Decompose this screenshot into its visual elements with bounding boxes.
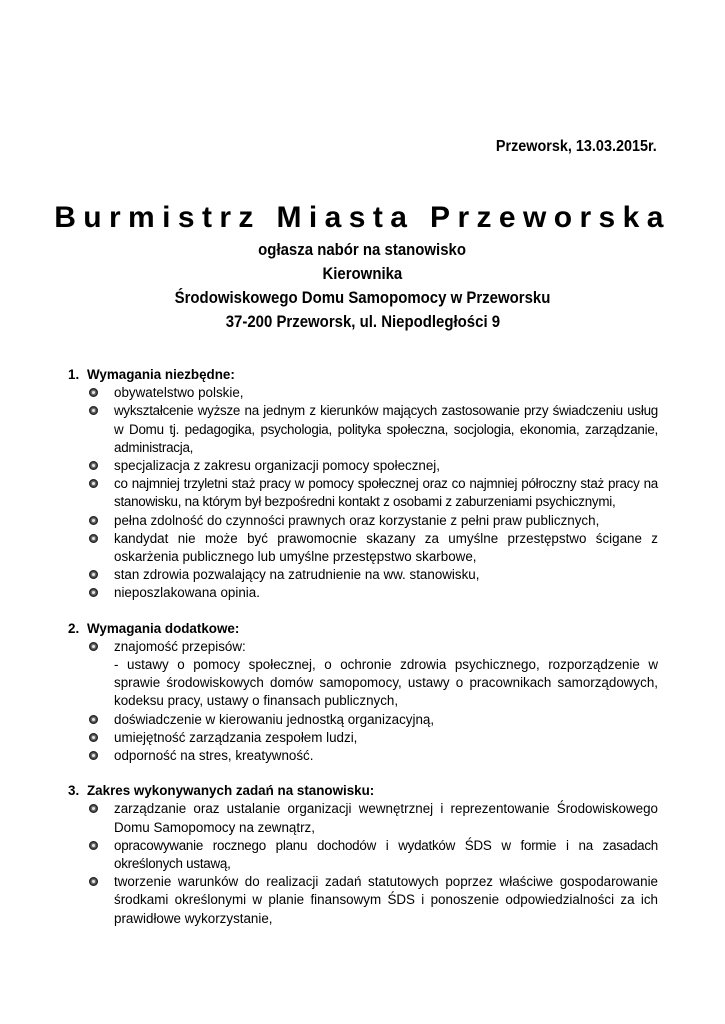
- list-item: zarządzanie oraz ustalanie organizacji wewnętrznej i reprezentowanie Środowiskowego Domu Samopomocy na zewnątrz,: [114, 800, 658, 836]
- document-title: Burmistrz Miasta Przeworska: [54, 201, 671, 234]
- list-item: opracowywanie rocznego planu dochodów i wydatków ŚDS w formie i na zasadach określonych ustawą,: [114, 837, 658, 873]
- list-item: doświadczenie w kierowaniu jednostką organizacyjną,: [114, 711, 658, 729]
- section-heading: 3. Zakres wykonywanych zadań na stanowisku:: [68, 783, 375, 799]
- document-date: Przeworsk, 13.03.2015r.: [496, 138, 657, 155]
- bullet-icon: [89, 388, 98, 397]
- bullet-icon: [89, 406, 98, 415]
- list-item-subtext: - ustawy o pomocy społecznej, o ochronie zdrowia psychicznego, rozporządzenie w sprawie środowiskowych domów samopomocy, ustawy o pracownikach samorządowych, kodeksu pracy, ustawy o finansach publicznych,: [114, 657, 658, 709]
- subtitle-position: Kierownika: [322, 264, 403, 283]
- bullet-icon: [89, 841, 98, 850]
- list-item: co najmniej trzyletni staż pracy w pomocy społecznej oraz co najmniej półroczny staż pracy na stanowisku, na którym był bezpośredni kontakt z osobami z zaburzeniami psychicznymi,: [114, 475, 658, 511]
- list-item: kandydat nie może być prawomocnie skazany za umyślne przestępstwo ścigane z oskarżenia publicznego lub umyślne przestępstwo skarbowe,: [114, 530, 658, 566]
- subtitle-institution: Środowiskowego Domu Samopomocy w Przeworsku: [174, 288, 551, 307]
- list-item: znajomość przepisów: - ustawy o pomocy społecznej, o ochronie zdrowia psychicznego, rozporządzenie w sprawie środowiskowych domów samopomocy, ustawy o pracownikach samorządowych, kodeksu pracy, ustawy o finansach publicznych,: [114, 638, 658, 711]
- bullet-icon: [89, 751, 98, 760]
- section-additional: [68, 620, 658, 766]
- list-item: nieposzlakowana opinia.: [114, 584, 658, 602]
- document-body: [68, 366, 658, 945]
- bullet-icon: [89, 461, 98, 470]
- bullet-icon: [89, 534, 98, 543]
- bullet-icon: [89, 804, 98, 813]
- bullet-list: [68, 638, 658, 765]
- list-item: pełna zdolność do czynności prawnych oraz korzystanie z pełni praw publicznych,: [114, 512, 658, 530]
- subtitle-announcement: ogłasza nabór na stanowisko: [258, 240, 467, 259]
- bullet-icon: [89, 588, 98, 597]
- bullet-icon: [89, 516, 98, 525]
- section-heading: 2. Wymagania dodatkowe:: [68, 620, 240, 636]
- list-item: wykształcenie wyższe na jednym z kierunków mających zastosowanie przy świadczeniu usług w Domu tj. pedagogika, psychologia, polityka społeczna, socjologia, ekonomia, zarządzanie, administracja,: [114, 402, 658, 457]
- bullet-icon: [89, 715, 98, 724]
- bullet-icon: [89, 479, 98, 488]
- list-item: specjalizacja z zakresu organizacji pomocy społecznej,: [114, 457, 658, 475]
- bullet-icon: [89, 733, 98, 742]
- section-duties: [68, 782, 658, 928]
- section-heading: 1. Wymagania niezbędne:: [68, 367, 235, 382]
- bullet-icon: [89, 877, 98, 886]
- list-item: obywatelstwo polskie,: [114, 384, 658, 402]
- list-item: odporność na stres, kreatywność.: [114, 747, 658, 765]
- bullet-list: [68, 800, 658, 927]
- list-item: stan zdrowia pozwalający na zatrudnienie na ww. stanowisku,: [114, 566, 658, 584]
- bullet-icon: [89, 642, 98, 651]
- list-item: tworzenie warunków do realizacji zadań statutowych poprzez właściwe gospodarowanie środkami określonymi w planie finansowym ŚDS i ponoszenie odpowiedzialności za ich prawidłowe wykorzystanie,: [114, 873, 658, 928]
- bullet-list: [68, 384, 658, 602]
- list-item: umiejętność zarządzania zespołem ludzi,: [114, 729, 658, 747]
- bullet-icon: [89, 570, 98, 579]
- subtitle-address: 37-200 Przeworsk, ul. Niepodległości 9: [225, 312, 500, 331]
- section-required: [68, 366, 658, 603]
